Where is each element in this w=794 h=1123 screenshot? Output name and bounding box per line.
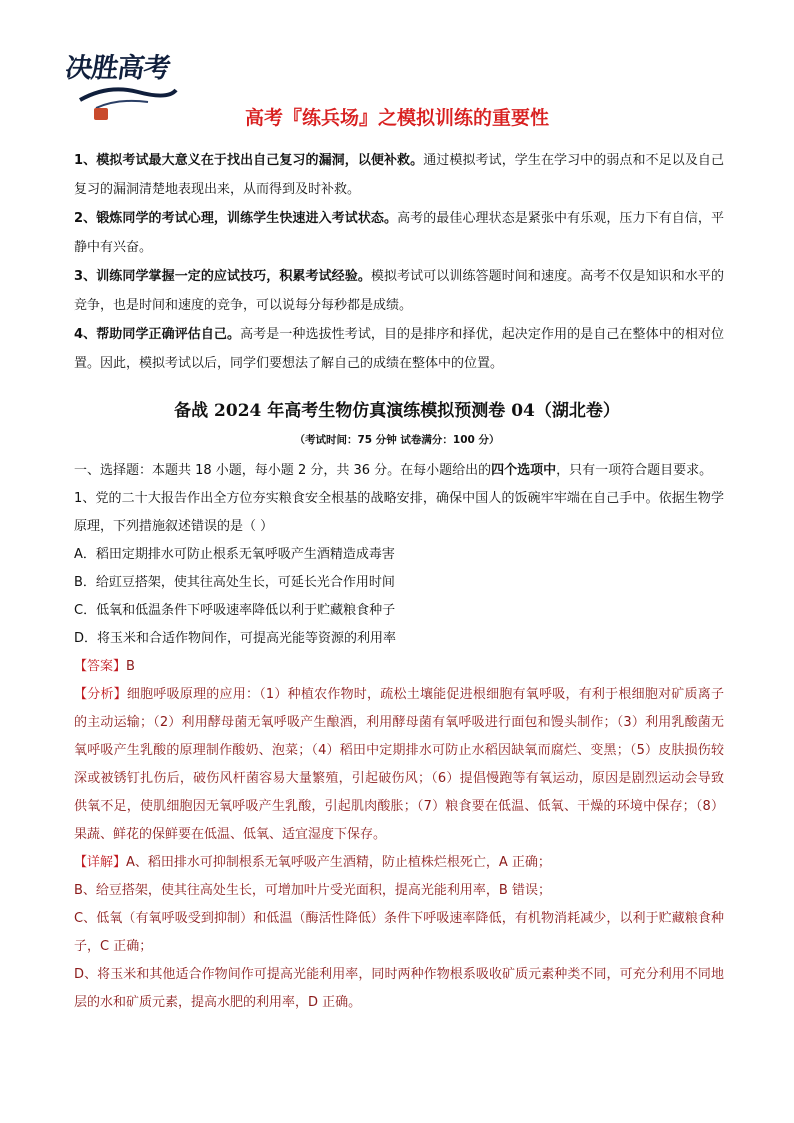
intro-item [74, 146, 724, 204]
intro-item [74, 320, 724, 378]
brand-logo-text: 决胜高考 [63, 53, 172, 84]
option-c: C．低氧和低温条件下呼吸速率降低以利于贮藏粮食种子 [74, 603, 396, 618]
intro-item-bold: 3、训练同学掌握一定的应试技巧，积累考试经验。 [74, 269, 371, 284]
intro-item [74, 262, 724, 320]
section-instructions-part: ，只有一项符合题目要求。 [556, 463, 713, 478]
detail-line: C、低氧（有氧呼吸受到抑制）和低温（酶活性降低）条件下呼吸速率降低，有机物消耗减少，以利于贮藏粮食种子，C 正确； [74, 911, 724, 954]
detail-line [74, 849, 724, 877]
intro-item-text: 模拟考试可以训练答题时间和速度。高考不仅是知识和水平的竞争，也是时间和速度的竞争，可以说每分每秒都是成绩。 [74, 269, 724, 313]
intro-item-text: 通过模拟考试，学生在学习中的弱点和不足以及自己复习的漏洞清楚地表现出来，从而得到及时补救。 [74, 153, 724, 197]
intro-item-bold: 1、模拟考试最大意义在于找出自己复习的漏洞，以便补救。 [74, 153, 424, 168]
detail-label: 【详解】 [74, 855, 127, 870]
intro-item-bold: 2、锻炼同学的考试心理，训练学生快速进入考试状态。 [74, 211, 398, 226]
intro-item-bold: 4、帮助同学正确评估自己。 [74, 327, 241, 342]
analysis-block [74, 681, 724, 849]
exam-meta: （考试时间：75 分钟 试卷满分：100 分） [294, 434, 500, 446]
answer-line [74, 653, 724, 681]
intro-item-text: 高考的最佳心理状态是紧张中有乐观，压力下有自信，平静中有兴奋。 [74, 211, 724, 255]
section-instructions [74, 457, 724, 485]
option-a: A．稻田定期排水可防止根系无氧呼吸产生酒精造成毒害 [74, 547, 395, 562]
detail-line: B、给豆搭架，使其往高处生长，可增加叶片受光面积，提高光能利用率，B 错误； [74, 883, 551, 898]
question-stem: 1、党的二十大报告作出全方位夯实粮食安全根基的战略安排，确保中国人的饭碗牢牢端在自己手中。依据生物学原理，下列措施叙述错误的是（ ） [74, 491, 724, 534]
option-b: B．给豇豆搭架，使其往高处生长，可延长光合作用时间 [74, 575, 395, 590]
intro-list [74, 146, 724, 378]
section-instructions-part: 一、选择题：本题共 18 小题，每小题 2 分，共 36 分。在每小题给出的 [74, 463, 492, 478]
page-headline: 高考『练兵场』之模拟训练的重要性 [244, 107, 549, 129]
detail-text: A、稻田排水可抑制根系无氧呼吸产生酒精，防止植株烂根死亡，A 正确； [126, 855, 551, 870]
question-section [74, 457, 724, 1017]
exam-title: 备战 2024 年高考生物仿真演练模拟预测卷 04（湖北卷） [174, 401, 620, 421]
analysis-text: 细胞呼吸原理的应用：（1）种植农作物时，疏松土壤能促进根细胞有氧呼吸，有利于根细胞对矿质离子的主动运输；（2）利用酵母菌无氧呼吸产生酿酒，利用酵母菌有氧呼吸进行面包和馒头制作；（3）利用乳酸菌无氧呼吸产生乳酸的原理制作酸奶、泡菜；（4）稻田中定期排水可防止水稻因缺氧而腐烂、变黑；（5）皮肤损伤较深或被锈钉扎伤后，破伤风杆菌容易大量繁殖，引起破伤风；（6）提倡慢跑等有氧运动，原因是剧烈运动会导致供氧不足，使肌细胞因无氧呼吸产生乳酸，引起肌肉酸胀；（7）粮食要在低温、低氧、干燥的环境中保存；（8）果蔬、鲜花的保鲜要在低温、低氧、适宜湿度下保存。 [74, 687, 724, 842]
detail-line: D、将玉米和其他适合作物间作可提高光能利用率，同时两种作物根系吸收矿质元素种类不同，可充分利用不同地层的水和矿质元素，提高水肥的利用率，D 正确。 [74, 967, 724, 1010]
answer-value: B [126, 659, 135, 674]
analysis-label: 【分析】 [74, 687, 127, 702]
intro-item [74, 204, 724, 262]
answer-label: 【答案】 [74, 659, 127, 674]
option-d: D．将玉米和合适作物间作，可提高光能等资源的利用率 [74, 631, 397, 646]
intro-item-text: 高考是一种选拔性考试，目的是排序和择优，起决定作用的是自己在整体中的相对位置。因此，模拟考试以后，同学们要想法了解自己的成绩在整体中的位置。 [74, 327, 724, 371]
section-instructions-emphasis: 四个选项中 [491, 463, 557, 478]
